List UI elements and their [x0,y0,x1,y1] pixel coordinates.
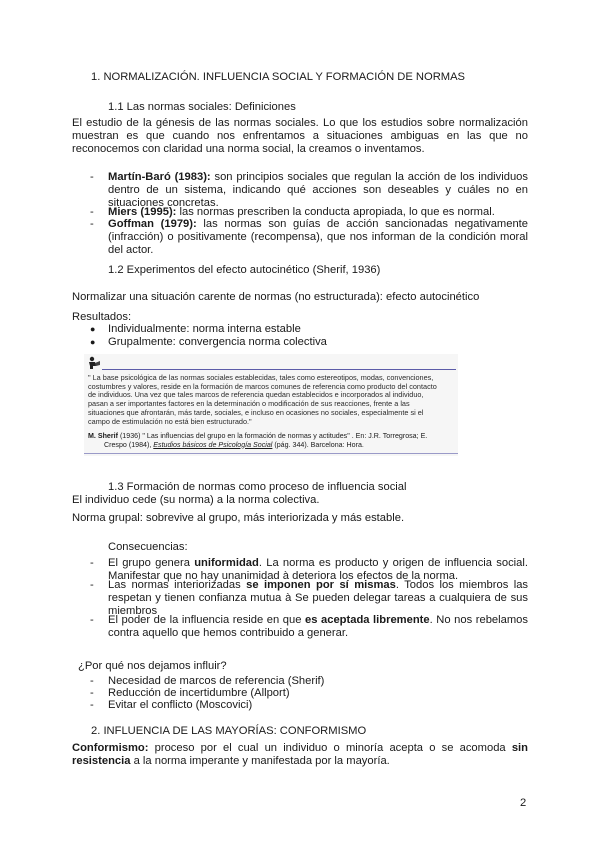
consequence-text: . No nos rebelamos [429,614,528,626]
author-name: Miers (1995): [108,206,177,218]
list-item [90,218,528,257]
page-number: 2 [520,797,527,809]
sherif-quote-box [84,354,458,456]
consecuencias-label: Consecuencias: [108,541,188,553]
bullet-marker: ● [90,337,96,347]
quote-line: costumbres y valores, reside en la formación de marcos comunes de referencia como producto del contacto [88,381,437,391]
norma-grupal-line: Norma grupal: sobrevive al grupo, más interiorizada y más estable. [72,512,405,524]
bullet-marker: ● [90,324,96,334]
why-list [90,675,490,711]
dash-marker: - [90,675,94,687]
definition-text: del actor. [108,244,154,256]
consequence-text: . Todos los miembros las [395,579,529,591]
list-item [90,699,490,711]
quote-line: de individuos. Una vez que tales marcos de referencia quedan establecidos e incorporados al individuo, [88,390,424,400]
list-item [90,614,528,640]
list-item [90,171,528,210]
list-item [90,323,490,336]
quote-line: campo de estimulación no está bien estructurado." [88,416,252,426]
subsection-1-2-title: 1.2 Experimentos del efecto autocinético (Sherif, 1936) [108,264,381,276]
definition-bold: resistencia [72,755,131,767]
definition-bold: sin [511,742,528,754]
consequence-bold: uniformidad [194,557,259,569]
consequence-bold: es aceptada libremente [305,614,430,626]
definition-text: las normas son guías de acción sancionadas negativamente [203,218,529,230]
dash-marker: - [90,699,94,711]
quote-top-rule [102,369,456,370]
quote-line: " La base psicológica de las normas sociales establecidas, tales como estereotipos, modas, convenciones, [88,373,434,382]
reference-author: M. Sherif [88,432,118,440]
quote-reference [88,432,458,449]
definition-text: las normas prescriben la conducta apropiada, lo que es normal. [179,206,495,218]
consequence-text: El grupo genera [108,557,195,569]
consequence-text: miembros [108,605,158,617]
reading-person-icon [87,356,101,370]
dash-marker: - [90,687,94,699]
term: Conformismo: [72,742,149,754]
intro-line: muestran es que cuando nos enfrentamos a situaciones ambiguas en las que no [72,130,528,142]
consequence-bold: se imponen por sí mismas [246,579,396,591]
cede-line: El individuo cede (su norma) a la norma colectiva. [72,494,320,506]
reason-text: Necesidad de marcos de referencia (Sherif) [108,675,325,687]
reference-line: Crespo (1984), [104,440,154,449]
quote-line: pasan a ser importantes factores en la determinación o modificación de sus reacciones, frente a las [88,399,410,409]
subsection-1-1-title: 1.1 Las normas sociales: Definiciones [108,101,296,113]
dash-marker: - [90,614,94,626]
quote-bottom-rule [84,453,458,454]
quote-text [88,374,456,426]
consequence-text: El poder de la influencia reside en que [108,614,305,626]
resultados-list [90,323,490,349]
dash-marker: - [90,218,94,230]
list-item [90,675,490,687]
consequence-text: Manifestar que no hay unanimidad à deteriora los efectos de la norma. [108,570,459,582]
definition-text: situaciones concretas. [108,197,219,209]
subsection-1-3-title: 1.3 Formación de normas como proceso de influencia social [108,481,407,493]
normalizar-line: Normalizar una situación carente de normas (no estructurada): efecto autocinético [72,291,480,303]
reason-text: Reducción de incertidumbre (Allport) [108,687,290,699]
reference-line: (pág. 344). Barcelona: Hora. [272,440,364,449]
definition-text: proceso por el cual un individuo o minoría acepta o se acomoda [148,742,512,754]
reference-book: Estudios básicos de Psicología Social [153,440,273,449]
definition-text: a la norma imperante y manifestada por la mayoría. [130,755,390,767]
section-1-heading: 1. NORMALIZACIÓN. INFLUENCIA SOCIAL Y FORMACIÓN DE NORMAS [91,71,466,83]
quote-line: situaciones que afrontarán, más tarde, sociales, e incluso en ocasiones no sociales, especialmente si el [88,407,424,417]
why-question: ¿Por qué nos dejamos influir? [78,660,227,672]
definition-text: son principios sociales que regulan la acción de los individuos [214,171,528,183]
dash-marker: - [90,579,94,591]
intro-line: reconocemos con claridad una norma social, la creamos o inventamos. [72,143,425,155]
resultados-label: Resultados: [72,311,132,323]
definition-text: (infracción) o positivamente (recompensa), que nos informan de la condición moral [108,231,528,243]
consequence-text: respetan y tienen confianza mutua à Se pueden delegar tareas a cualquiera de sus [108,592,528,604]
consequence-text: . La norma es producto y origen de influencia social. [258,557,528,569]
list-item [90,336,490,349]
reason-text: Evitar el conflicto (Moscovici) [108,699,253,711]
consequence-text: Las normas interiorizadas [108,579,247,591]
reference-line: (1936) " Las influencias del grupo en la formación de normas y actitudes" . En: J.R. Torregrosa; E. [117,432,428,440]
intro-paragraph [72,117,528,156]
author-name: Martín-Baró (1983): [108,171,211,183]
definition-text: dentro de un sistema, indicando qué acciones son deseables y cuáles no en [108,184,528,196]
author-name: Goffman (1979): [108,218,197,230]
resultado-text: Grupalmente: convergencia norma colectiva [108,336,327,348]
dash-marker: - [90,206,94,218]
list-item [90,579,528,618]
consequence-text: contra aquello que hemos contribuido a generar. [108,627,349,639]
resultado-text: Individualmente: norma interna estable [108,323,301,335]
dash-marker: - [90,557,94,569]
section-2-heading: 2. INFLUENCIA DE LAS MAYORÍAS: CONFORMISMO [91,725,367,737]
intro-line: El estudio de la génesis de las normas sociales. Lo que los estudios sobre normalización [72,117,528,129]
list-item [90,687,490,699]
dash-marker: - [90,171,94,183]
conformismo-definition [72,742,528,768]
